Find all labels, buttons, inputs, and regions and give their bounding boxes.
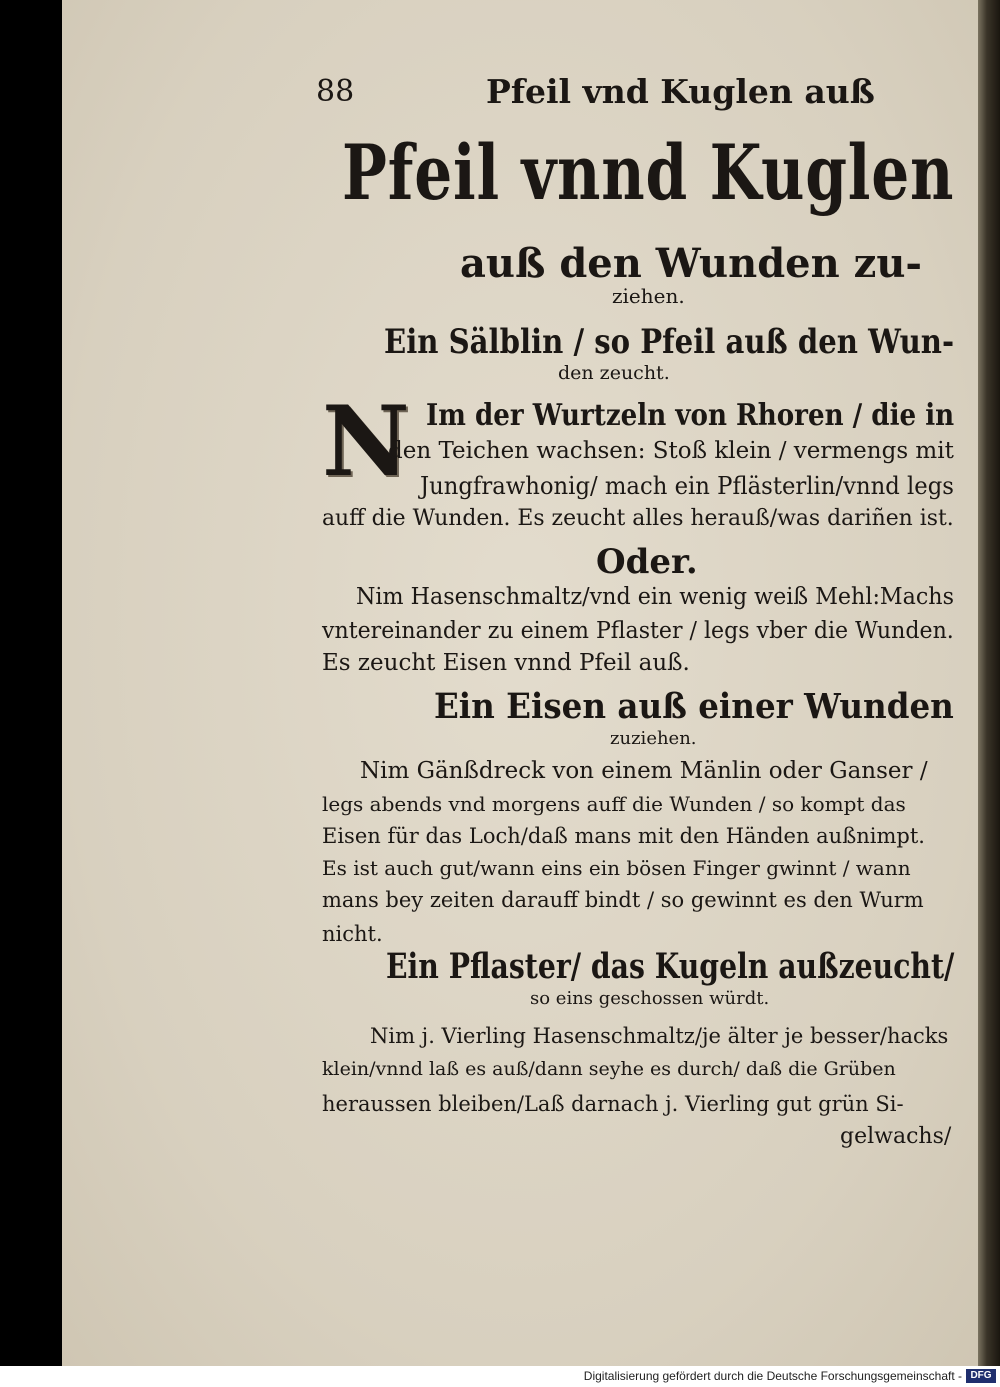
title-line-3: ziehen. (612, 284, 685, 308)
text-line: Eisen für das Loch/daß mans mit den Händen außnimpt. (322, 824, 925, 848)
section3-heading: Ein Eisen auß einer Wunden (434, 686, 954, 727)
text-line: nicht. (322, 922, 383, 946)
section4-heading-cont: so eins geschossen würdt. (530, 988, 770, 1009)
text-line: vntereinander zu einem Pflaster / legs vber die Wunden. (322, 618, 954, 644)
running-head: Pfeil vnd Kuglen auß (486, 72, 875, 111)
text-line: mans bey zeiten darauff bindt / so gewinnt es den Wurm (322, 888, 924, 912)
title-line-1: Pfeil vnnd Kuglen (342, 128, 955, 217)
text-line: Es zeucht Eisen vnnd Pfeil auß. (322, 650, 690, 676)
title-line-2: auß den Wunden zu- (460, 240, 923, 287)
section1-heading: Ein Sälblin / so Pfeil auß den Wun- (384, 322, 955, 362)
footer-bar (0, 1366, 1000, 1387)
text-line: Nim Gänßdreck von einem Mänlin oder Ganser / (360, 758, 928, 784)
text-line: Es ist auch gut/wann eins ein bösen Finger gwinnt / wann (322, 856, 911, 880)
drop-capital: N (322, 385, 410, 498)
section1-heading-cont: den zeucht. (558, 362, 670, 384)
text-line: Jungfrawhonig/ mach ein Pflästerlin/vnnd legs (420, 472, 954, 500)
text-line: klein/vnnd laß es auß/dann seyhe es durch/ daß die Grüben (322, 1058, 896, 1080)
text-line: Im der Wurtzeln von Rhoren / die in (426, 398, 955, 433)
dfg-logo: DFG (966, 1369, 996, 1383)
text-line: den Teichen wachsen: Stoß klein / vermengs mit (388, 438, 954, 464)
text-line: legs abends vnd morgens auff die Wunden / so kompt das (322, 792, 906, 816)
funding-notice: Digitalisierung gefördert durch die Deutsche Forschungsgemeinschaft - (583, 1369, 962, 1383)
text-line: heraussen bleiben/Laß darnach j. Vierling gut grün Si- (322, 1092, 904, 1116)
section2-heading: Oder. (596, 542, 698, 582)
page-number: 88 (316, 74, 355, 109)
text-line: auff die Wunden. Es zeucht alles herauß/was dariñen ist. (322, 506, 954, 531)
book-spine (978, 0, 1000, 1366)
text-line: Nim j. Vierling Hasenschmaltz/je älter je besser/hacks (370, 1024, 949, 1048)
text-line: Nim Hasenschmaltz/vnd ein wenig weiß Mehl:Machs (356, 584, 954, 610)
section4-heading: Ein Pflaster/ das Kugeln außzeucht/ (386, 946, 955, 987)
text-line: gelwachs/ (840, 1124, 952, 1149)
section3-heading-cont: zuziehen. (610, 728, 697, 749)
